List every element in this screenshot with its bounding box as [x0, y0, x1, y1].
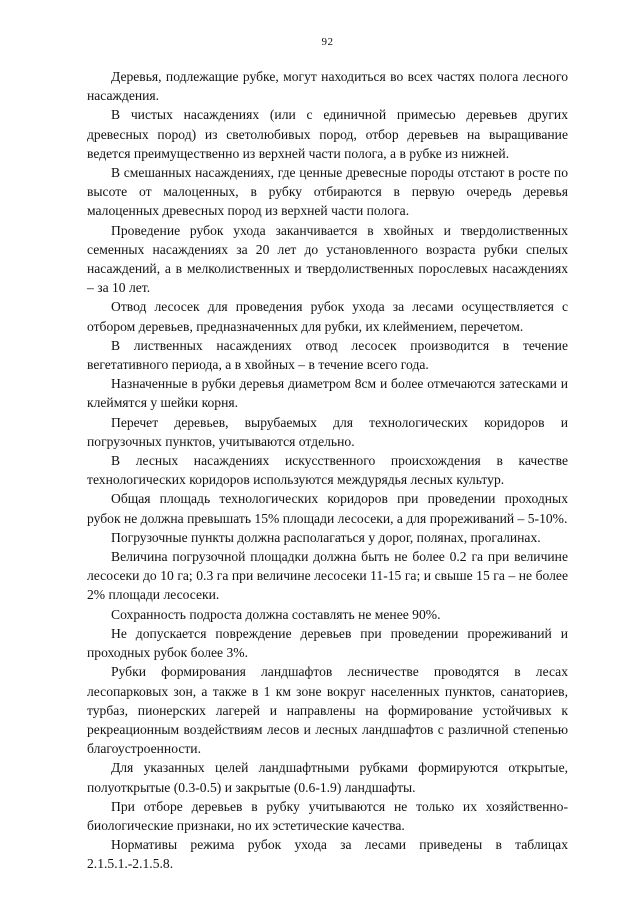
- paragraph: Погрузочные пункты должна располагаться у дорог, полянах, прогалинах.: [111, 529, 541, 545]
- paragraph: При отборе деревьев в рубку учитываются не только их хозяйственно-биологические признаки, но их эстетические качества.: [87, 798, 568, 833]
- paragraph: Отвод лесосек для проведения рубок ухода за лесами осуществляется с отбором деревьев, предназначенных для рубки, их клеймением, перечетом.: [87, 299, 568, 334]
- paragraph: В чистых насаждениях (или с единичной примесью деревьев других древесных пород) из светолюбивых пород, отбор деревьев на выращивание ведется преимущественно из верхней части полога, а в рубке из нижней.: [87, 107, 568, 161]
- paragraph: Рубки формирования ландшафтов лесничестве проводятся в лесах лесопарковых зон, а также в 1 км зоне вокруг населенных пунктов, санаториев, турбаз, пионерских лагерей и направлены на формирование устойчивых к рекреационным воздействиям лесов и лесных ландшафтов с различной степенью благоустроенности.: [87, 664, 568, 757]
- paragraph: Деревья, подлежащие рубке, могут находиться во всех частях полога лесного насаждения.: [87, 69, 568, 104]
- paragraph: Назначенные в рубки деревья диаметром 8см и более отмечаются затесками и клеймятся у шейки корня.: [87, 376, 568, 411]
- body-text: [87, 67, 568, 874]
- page-number: 92: [321, 36, 334, 48]
- paragraph: Нормативы режима рубок ухода за лесами приведены в таблицах 2.1.5.1.-2.1.5.8.: [87, 837, 568, 872]
- paragraph: В лиственных насаждениях отвод лесосек производится в течение вегетативного периода, а в хвойных – в течение всего года.: [87, 337, 568, 373]
- paragraph: Не допускается повреждение деревьев при проведении прореживаний и проходных рубок более 3%.: [87, 625, 568, 661]
- paragraph: В лесных насаждениях искусственного происхождения в качестве технологических коридоров используются междурядья лесных культур.: [87, 453, 568, 488]
- paragraph: Для указанных целей ландшафтными рубками формируются открытые, полуоткрытые (0.3-0.5) и закрытые (0.6-1.9) ландшафты.: [87, 760, 568, 795]
- paragraph: Перечет деревьев, вырубаемых для технологических коридоров и погрузочных пунктов, учитываются отдельно.: [87, 414, 568, 449]
- paragraph: Величина погрузочной площадки должна быть не более 0.2 га при величине лесосеки до 10 га; 0.3 га при величине лесосеки 11-15 га; и свыше 15 га – не более 2% площади лесосеки.: [87, 549, 568, 603]
- paragraph: Общая площадь технологических коридоров при проведении проходных рубок не должна превышать 15% площади лесосеки, а для прореживаний – 5-10%.: [87, 491, 568, 526]
- paragraph: В смешанных насаждениях, где ценные древесные породы отстают в росте по высоте от малоценных, в рубку отбираются в первую очередь деревья малоценных древесных пород из верхней части полога.: [87, 165, 568, 219]
- paragraph: Проведение рубок ухода заканчивается в хвойных и твердолиственных семенных насаждениях за 20 лет до установленного возраста рубки спелых насаждений, а в мелколиственных и твердолиственных порослевых насаждениях – за 10 лет.: [87, 222, 568, 296]
- paragraph: Сохранность подроста должна составлять не менее 90%.: [111, 606, 441, 622]
